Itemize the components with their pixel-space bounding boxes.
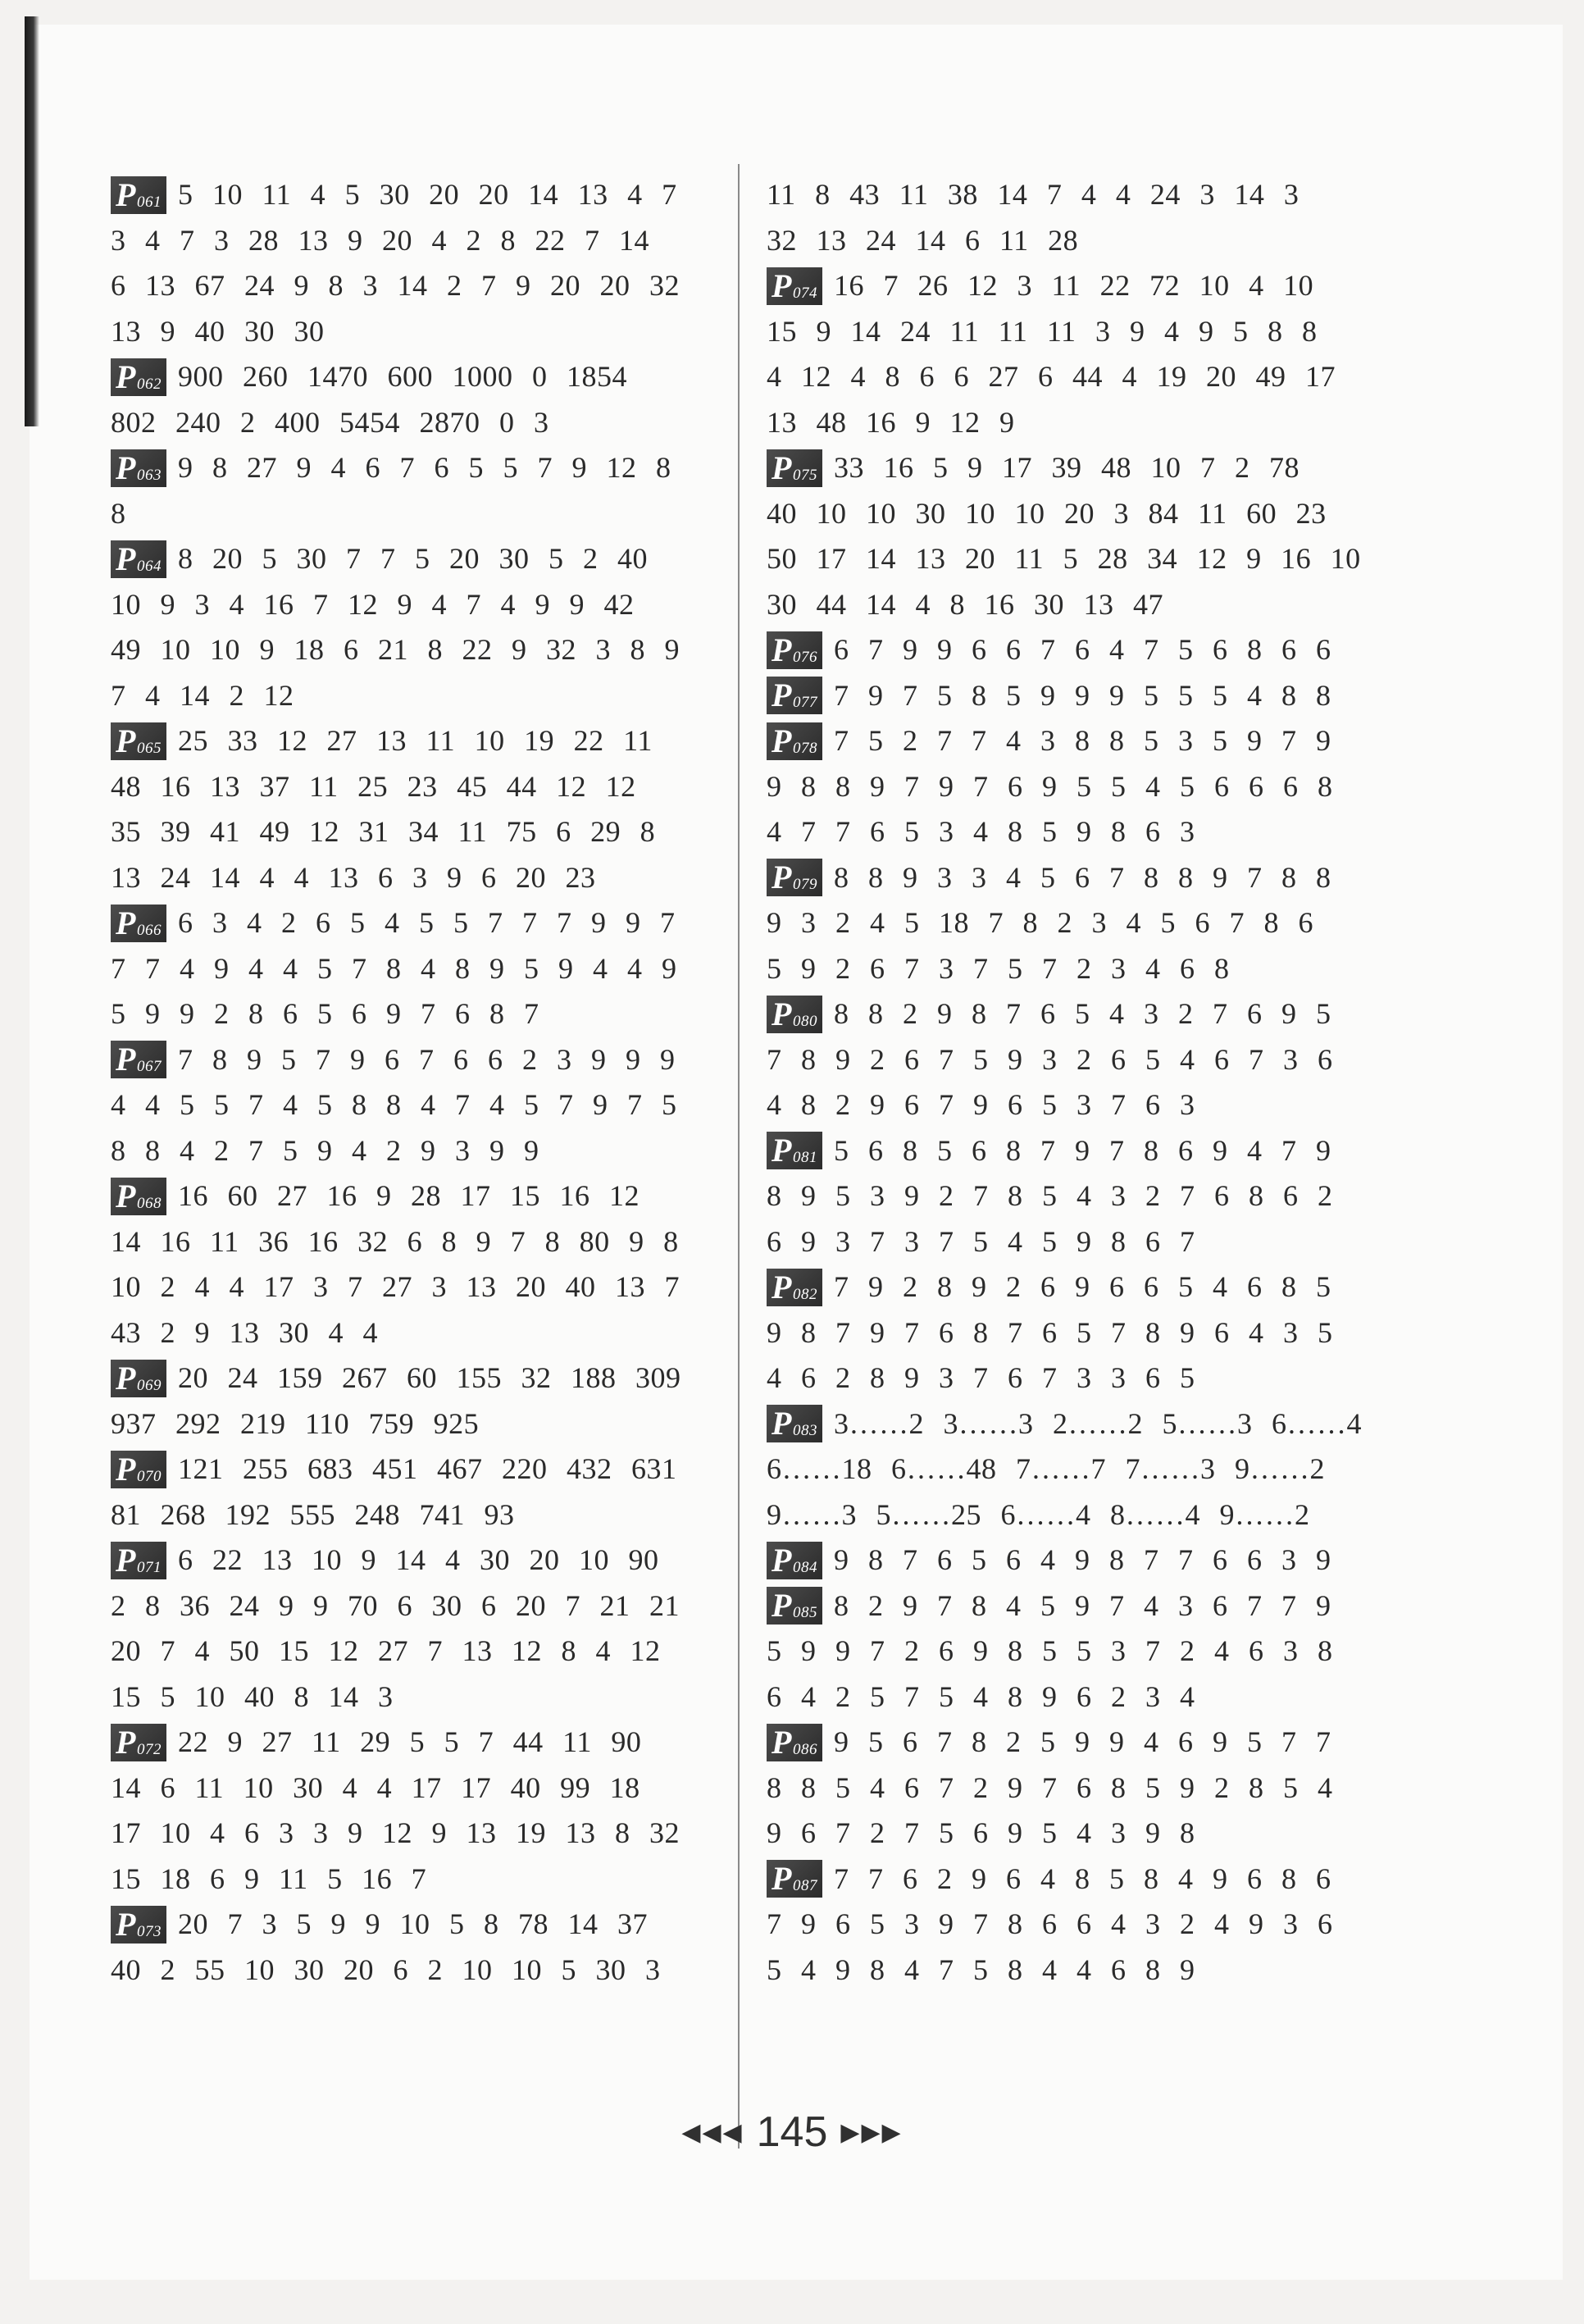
answer-values: 8 8 5 4 6 7 2 9 7 6 8 5 9 2 8 5 4	[767, 1770, 1333, 1804]
answer-values: 16 7 26 12 3 11 22 72 10 4 10	[834, 269, 1314, 302]
answer-line	[767, 1492, 1369, 1538]
answer-line	[767, 991, 1369, 1037]
page-ref-badge: P 082	[767, 1269, 822, 1306]
answer-values: 4 8 2 9 6 7 9 6 5 3 7 6 3	[767, 1088, 1195, 1121]
answer-values: 3……2 3……3 2……2 5……3 6……4	[834, 1406, 1362, 1440]
answer-line	[767, 1766, 1369, 1811]
answer-values: 22 9 27 11 29 5 5 7 44 11 90	[178, 1725, 642, 1758]
page-ref-badge: P 079	[767, 859, 822, 896]
answer-line	[111, 1310, 713, 1356]
answer-values: 17 10 4 6 3 3 9 12 9 13 19 13 8 32	[111, 1816, 680, 1849]
page-ref-badge: P 074	[767, 267, 822, 305]
answer-values: 7 9 2 8 9 2 6 9 6 6 5 4 6 8 5	[834, 1270, 1331, 1303]
answer-line	[111, 1128, 713, 1174]
answer-line	[111, 354, 713, 400]
page-ref-badge: P 067	[111, 1041, 166, 1078]
answer-values: 9 8 7 6 5 6 4 9 8 7 7 6 6 3 9	[834, 1543, 1331, 1576]
answer-values: 8 2 9 7 8 4 5 9 7 4 3 6 7 7 9	[834, 1588, 1331, 1622]
answer-line	[111, 536, 713, 582]
page-ref-badge: P 070	[111, 1451, 166, 1488]
answer-line	[767, 1857, 1369, 1902]
answer-line	[767, 1219, 1369, 1265]
answer-values: 81 268 192 555 248 741 93	[111, 1497, 515, 1531]
answer-line	[767, 1629, 1369, 1675]
answer-values: 33 16 5 9 17 39 48 10 7 2 78	[834, 451, 1300, 484]
answer-line	[767, 946, 1369, 992]
answer-values: 40 10 10 30 10 10 20 3 84 11 60 23	[767, 496, 1327, 530]
answer-line	[111, 991, 713, 1037]
answer-section	[767, 991, 1369, 1128]
page-ref-badge: P 063	[111, 449, 166, 487]
page-ref-badge: P 068	[111, 1178, 166, 1215]
page-footer	[0, 2108, 1584, 2157]
answer-line	[111, 1857, 713, 1902]
answer-values: 7 8 9 5 7 9 6 7 6 6 2 3 9 9 9	[178, 1042, 676, 1076]
answer-line	[767, 309, 1369, 355]
answer-line	[767, 400, 1369, 446]
answer-values: 4 7 7 6 5 3 4 8 5 9 8 6 3	[767, 815, 1195, 848]
answer-section	[111, 1902, 713, 1993]
page-ref-badge: P 075	[767, 449, 822, 487]
answer-section	[111, 1037, 713, 1174]
answer-line	[111, 1447, 713, 1492]
answer-line	[111, 900, 713, 946]
answer-values: 6 4 2 5 7 5 4 8 9 6 2 3 4	[767, 1679, 1195, 1713]
answer-line	[111, 1629, 713, 1675]
answer-values: 8 20 5 30 7 7 5 20 30 5 2 40	[178, 542, 648, 575]
answer-values: 48 16 13 37 11 25 23 45 44 12 12	[111, 769, 636, 803]
answer-values: 13 9 40 30 30	[111, 314, 325, 348]
answer-values: 16 60 27 16 9 28 17 15 16 12	[178, 1179, 640, 1212]
answer-values: 6 7 9 9 6 6 7 6 4 7 5 6 8 6 6	[834, 633, 1331, 666]
answer-section	[767, 172, 1369, 263]
answer-line	[767, 1082, 1369, 1128]
answer-values: 6 22 13 10 9 14 4 30 20 10 90	[178, 1543, 659, 1576]
answer-values: 20 7 4 50 15 12 27 7 13 12 8 4 12	[111, 1634, 661, 1667]
answer-values: 4 6 2 8 9 3 7 6 7 3 3 6 5	[767, 1361, 1195, 1394]
answer-values: 50 17 14 13 20 11 5 28 34 12 9 16 10	[767, 542, 1361, 575]
answer-line	[767, 855, 1369, 901]
answer-line	[111, 1492, 713, 1538]
answer-line	[767, 673, 1369, 719]
answer-values: 802 240 2 400 5454 2870 0 3	[111, 405, 549, 439]
answer-values: 14 6 11 10 30 4 4 17 17 40 99 18	[111, 1770, 640, 1804]
answer-values: 8	[111, 496, 126, 530]
page-ref-badge: P 078	[767, 722, 822, 760]
answer-values: 6 13 67 24 9 8 3 14 2 7 9 20 20 32	[111, 269, 680, 302]
scan-edge-shadow	[25, 16, 39, 426]
page-ref-badge: P 083	[767, 1405, 822, 1442]
answer-line	[111, 1766, 713, 1811]
page-ref-badge: P 076	[767, 631, 822, 669]
answer-line	[111, 764, 713, 810]
answer-line	[111, 1538, 713, 1584]
answer-values: 5 6 8 5 6 8 7 9 7 8 6 9 4 7 9	[834, 1133, 1331, 1167]
answer-section	[111, 1538, 713, 1720]
answer-section	[111, 900, 713, 1037]
answer-values: 9 8 8 9 7 9 7 6 9 5 5 4 5 6 6 6 8	[767, 769, 1333, 803]
answer-line	[111, 1037, 713, 1083]
answer-values: 8 8 4 2 7 5 9 4 2 9 3 9 9	[111, 1133, 539, 1167]
answer-line	[767, 1948, 1369, 1994]
answer-values: 8 8 2 9 8 7 6 5 4 3 2 7 6 9 5	[834, 997, 1331, 1030]
answer-values: 937 292 219 110 759 925	[111, 1406, 480, 1440]
answer-line	[767, 764, 1369, 810]
answer-values: 9 6 7 2 7 5 6 9 5 4 3 9 8	[767, 1816, 1195, 1849]
answer-section	[767, 1401, 1369, 1538]
answer-line	[767, 1265, 1369, 1310]
answer-section	[111, 445, 713, 536]
answer-values: 900 260 1470 600 1000 0 1854	[178, 360, 627, 393]
answer-values: 9 3 2 4 5 18 7 8 2 3 4 5 6 7 8 6	[767, 906, 1313, 939]
answer-line	[111, 1675, 713, 1720]
answer-values: 13 24 14 4 4 13 6 3 9 6 20 23	[111, 860, 596, 894]
answer-section	[111, 1173, 713, 1356]
answer-line	[111, 673, 713, 719]
left-answer-column	[111, 172, 713, 1993]
left-arrows-icon: ◀◀◀	[681, 2118, 744, 2146]
page-ref-badge: P 062	[111, 358, 166, 396]
answer-line	[767, 1902, 1369, 1948]
answer-line	[111, 627, 713, 673]
answer-values: 49 10 10 9 18 6 21 8 22 9 32 3 8 9	[111, 633, 680, 666]
answer-section	[767, 1128, 1369, 1265]
answer-line	[767, 809, 1369, 855]
answer-values: 6 9 3 7 3 7 5 4 5 9 8 6 7	[767, 1224, 1195, 1258]
answer-line	[767, 1037, 1369, 1083]
answer-values: 6 3 4 2 6 5 4 5 5 7 7 7 9 9 7	[178, 906, 676, 939]
answer-values: 10 2 4 4 17 3 7 27 3 13 20 40 13 7	[111, 1270, 680, 1303]
answer-line	[111, 582, 713, 628]
right-arrows-icon: ▶▶▶	[840, 2118, 903, 2146]
answer-line	[111, 1265, 713, 1310]
answer-values: 7 9 7 5 8 5 9 9 9 5 5 5 4 8 8	[834, 678, 1331, 712]
page-ref-badge: P 069	[111, 1360, 166, 1397]
answer-section	[767, 1857, 1369, 1994]
answer-values: 20 7 3 5 9 9 10 5 8 78 14 37	[178, 1907, 648, 1940]
answer-section	[767, 445, 1369, 627]
answer-values: 7 5 2 7 7 4 3 8 8 5 3 5 9 7 9	[834, 724, 1331, 757]
answer-line	[111, 400, 713, 446]
answer-line	[111, 1948, 713, 1994]
answer-values: 5 10 11 4 5 30 20 20 14 13 4 7	[178, 178, 677, 211]
answer-values: 15 5 10 40 8 14 3	[111, 1679, 394, 1713]
answer-line	[111, 855, 713, 901]
answer-section	[111, 1356, 713, 1447]
answer-line	[767, 1447, 1369, 1492]
answer-section	[767, 855, 1369, 992]
answer-line	[111, 263, 713, 309]
answer-section	[767, 1720, 1369, 1857]
answer-values: 7 4 14 2 12	[111, 678, 294, 712]
answer-line	[767, 900, 1369, 946]
answer-section	[767, 1265, 1369, 1401]
answer-values: 11 8 43 11 38 14 7 4 4 24 3 14 3	[767, 178, 1300, 211]
answer-line	[767, 582, 1369, 628]
answer-line	[111, 491, 713, 537]
answer-section	[767, 718, 1369, 855]
answer-values: 43 2 9 13 30 4 4	[111, 1315, 378, 1349]
answer-values: 14 16 11 36 16 32 6 8 9 7 8 80 9 8	[111, 1224, 679, 1258]
answer-line	[767, 1811, 1369, 1857]
answer-line	[111, 809, 713, 855]
answer-values: 30 44 14 4 8 16 30 13 47	[767, 587, 1163, 621]
answer-line	[111, 1902, 713, 1948]
page-ref-badge: P 080	[767, 996, 822, 1033]
answer-line	[111, 309, 713, 355]
answer-section	[111, 1447, 713, 1538]
answer-section	[111, 536, 713, 718]
answer-values: 6……18 6……48 7……7 7……3 9……2	[767, 1452, 1325, 1485]
answer-values: 15 18 6 9 11 5 16 7	[111, 1861, 427, 1895]
page-ref-badge: P 073	[111, 1906, 166, 1944]
page-ref-badge: P 077	[767, 677, 822, 714]
answer-values: 7 8 9 2 6 7 5 9 3 2 6 5 4 6 7 3 6	[767, 1042, 1333, 1076]
answer-section	[111, 1720, 713, 1902]
answer-values: 35 39 41 49 12 31 34 11 75 6 29 8	[111, 815, 656, 848]
answer-line	[767, 354, 1369, 400]
answer-values: 8 8 9 3 3 4 5 6 7 8 8 9 7 8 8	[834, 860, 1331, 894]
answer-values: 3 4 7 3 28 13 9 20 4 2 8 22 7 14	[111, 223, 649, 257]
page-ref-badge: P 084	[767, 1542, 822, 1579]
answer-line	[767, 1675, 1369, 1720]
answer-line	[767, 536, 1369, 582]
answer-values: 5 9 9 2 8 6 5 6 9 7 6 8 7	[111, 997, 539, 1030]
answer-values: 2 8 36 24 9 9 70 6 30 6 20 7 21 21	[111, 1588, 680, 1622]
answer-values: 5 9 9 7 2 6 9 8 5 5 3 7 2 4 6 3 8	[767, 1634, 1333, 1667]
answer-line	[111, 1720, 713, 1766]
answer-values: 7 9 6 5 3 9 7 8 6 6 4 3 2 4 9 3 6	[767, 1907, 1333, 1940]
page-ref-badge: P 061	[111, 176, 166, 214]
answer-values: 32 13 24 14 6 11 28	[767, 223, 1079, 257]
answer-values: 121 255 683 451 467 220 432 631	[178, 1452, 677, 1485]
answer-values: 20 24 159 267 60 155 32 188 309	[178, 1361, 681, 1394]
answer-line	[111, 946, 713, 992]
answer-values: 15 9 14 24 11 11 11 3 9 4 9 5 8 8	[767, 314, 1318, 348]
answer-line	[767, 1310, 1369, 1356]
page-ref-badge: P 081	[767, 1132, 822, 1169]
answer-line	[767, 1584, 1369, 1629]
answer-line	[111, 445, 713, 491]
page-ref-badge: P 087	[767, 1860, 822, 1898]
answer-line	[111, 1082, 713, 1128]
answer-section	[111, 718, 713, 900]
answer-line	[111, 172, 713, 218]
answer-values: 25 33 12 27 13 11 10 19 22 11	[178, 724, 653, 757]
answer-values: 10 9 3 4 16 7 12 9 4 7 4 9 9 42	[111, 587, 635, 621]
answer-values: 4 12 4 8 6 6 27 6 44 4 19 20 49 17	[767, 360, 1336, 393]
answer-line	[767, 1401, 1369, 1447]
answer-values: 9 8 27 9 4 6 7 6 5 5 7 9 12 8	[178, 451, 671, 484]
page-ref-badge: P 066	[111, 905, 166, 942]
answer-line	[767, 1356, 1369, 1401]
page-ref-badge: P 065	[111, 722, 166, 760]
answer-section	[111, 354, 713, 445]
answer-line	[767, 1720, 1369, 1766]
answer-values: 9 8 7 9 7 6 8 7 6 5 7 8 9 6 4 3 5	[767, 1315, 1333, 1349]
answer-section	[111, 172, 713, 354]
page-ref-badge: P 086	[767, 1724, 822, 1761]
answer-line	[111, 1356, 713, 1401]
answer-values: 13 48 16 9 12 9	[767, 405, 1015, 439]
answer-values: 7 7 6 2 9 6 4 8 5 8 4 9 6 8 6	[834, 1861, 1331, 1895]
answer-line	[111, 1811, 713, 1857]
page-ref-badge: P 064	[111, 540, 166, 578]
answer-line	[111, 1401, 713, 1447]
answer-values: 40 2 55 10 30 20 6 2 10 10 5 30 3	[111, 1953, 661, 1986]
answer-section	[767, 1584, 1369, 1720]
answer-line	[767, 263, 1369, 309]
answer-values: 7 7 4 9 4 4 5 7 8 4 8 9 5 9 4 4 9	[111, 951, 677, 985]
answer-line	[767, 1128, 1369, 1174]
answer-line	[111, 218, 713, 264]
answer-values: 8 9 5 3 9 2 7 8 5 4 3 2 7 6 8 6 2	[767, 1179, 1333, 1212]
answer-values: 4 4 5 5 7 4 5 8 8 4 7 4 5 7 9 7 5	[111, 1088, 677, 1121]
page-ref-badge: P 071	[111, 1542, 166, 1579]
answer-section	[767, 627, 1369, 673]
answer-line	[767, 491, 1369, 537]
answer-line	[111, 1584, 713, 1629]
column-divider	[738, 164, 740, 2149]
answer-line	[767, 1538, 1369, 1584]
page-ref-badge: P 085	[767, 1587, 822, 1625]
answer-values: 9……3 5……25 6……4 8……4 9……2	[767, 1497, 1310, 1531]
answer-line	[111, 1219, 713, 1265]
answer-section	[767, 673, 1369, 719]
right-answer-column	[767, 172, 1369, 1993]
answer-line	[111, 718, 713, 764]
answer-values: 5 4 9 8 4 7 5 8 4 4 6 8 9	[767, 1953, 1195, 1986]
page-number: 145	[756, 2108, 828, 2156]
answer-section	[767, 263, 1369, 445]
answer-line	[767, 627, 1369, 673]
page-ref-badge: P 072	[111, 1724, 166, 1761]
answer-section	[767, 1538, 1369, 1584]
answer-values: 5 9 2 6 7 3 7 5 7 2 3 4 6 8	[767, 951, 1230, 985]
answer-line	[111, 1173, 713, 1219]
answer-line	[767, 1173, 1369, 1219]
answer-line	[767, 218, 1369, 264]
answer-line	[767, 718, 1369, 764]
answer-values: 9 5 6 7 8 2 5 9 9 4 6 9 5 7 7	[834, 1725, 1331, 1758]
answer-line	[767, 445, 1369, 491]
answer-line	[767, 172, 1369, 218]
